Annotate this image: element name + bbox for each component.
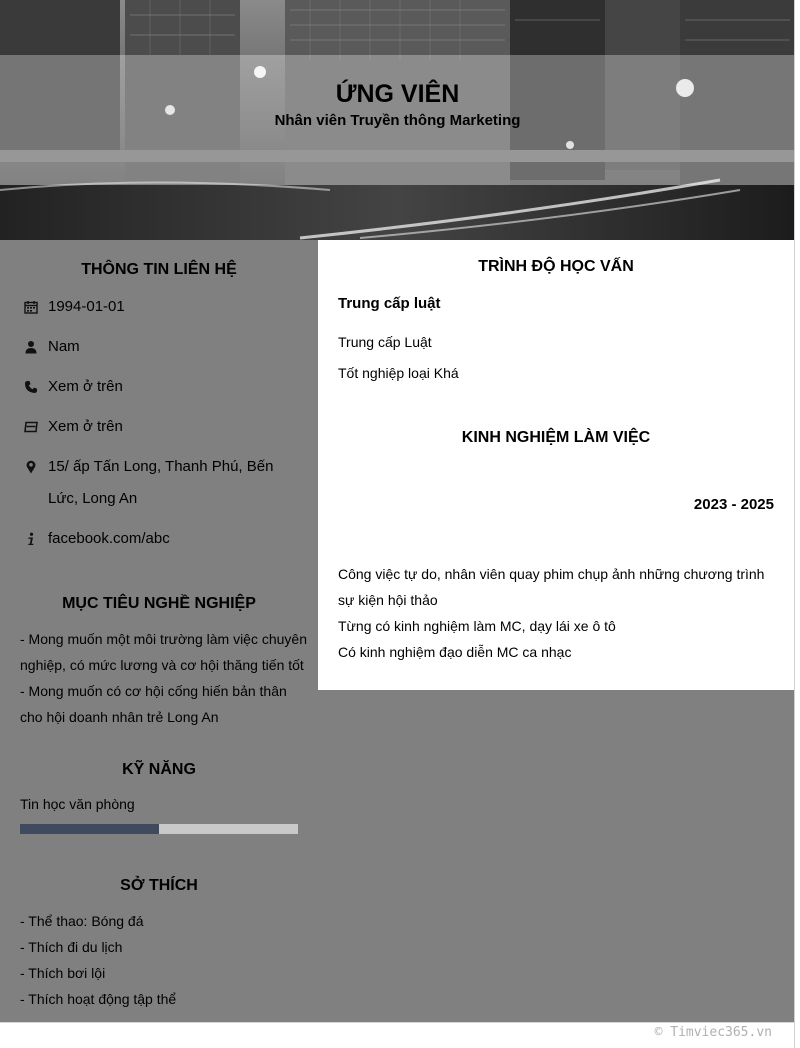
hobbies-list: [20, 908, 310, 1012]
skill-name: Tin học văn phòng: [20, 796, 135, 812]
contact-gender: [24, 331, 304, 363]
hobby-item: - Thích đi du lịch: [20, 939, 123, 955]
contact-email: [24, 411, 304, 443]
contact-birthdate-text: 1994-01-01: [48, 298, 125, 315]
experience-line: Công việc tự do, nhân viên quay phim chụp ảnh những chương trình sự kiện hội thảo: [338, 566, 765, 608]
skill-level-bar: [20, 824, 298, 834]
contact-facebook-text: facebook.com/abc: [48, 530, 170, 547]
experience-line: Có kinh nghiệm đạo diễn MC ca nhạc: [338, 644, 572, 660]
contact-facebook: [24, 523, 304, 555]
user-icon: [24, 331, 48, 363]
candidate-name: ỨNG VIÊN: [335, 80, 460, 108]
hobby-item: - Thích bơi lội: [20, 965, 106, 981]
phone-icon: [24, 371, 48, 403]
right-filler-area: [318, 690, 794, 1022]
education-major: Trung cấp Luật: [338, 334, 432, 350]
skills-title: KỸ NĂNG: [122, 761, 196, 778]
education-school: Trung cấp luật: [338, 295, 441, 312]
career-goal-text: [20, 626, 310, 730]
contact-address: [24, 451, 304, 515]
hobby-item: - Thể thao: Bóng đá: [20, 913, 144, 929]
watermark: © Timviec365.vn: [654, 1025, 772, 1040]
career-goal-title: MỤC TIÊU NGHỀ NGHIỆP: [62, 595, 256, 612]
left-sidebar: [0, 240, 318, 1022]
contact-address-text: 15/ ấp Tấn Long, Thanh Phú, Bến Lức, Long An: [48, 458, 274, 507]
contact-email-text: Xem ở trên: [48, 418, 123, 435]
info-icon: [24, 523, 48, 555]
calendar-icon: [24, 291, 48, 323]
contact-section-title: THÔNG TIN LIÊN HỆ: [81, 261, 237, 278]
envelope-icon: [24, 411, 48, 443]
experience-period: 2023 - 2025: [693, 496, 774, 513]
experience-description: [338, 561, 783, 665]
contact-phone-text: Xem ở trên: [48, 378, 123, 395]
education-result: Tốt nghiệp loại Khá: [338, 365, 459, 381]
contact-gender-text: Nam: [48, 338, 80, 355]
hobbies-title: SỞ THÍCH: [120, 877, 198, 894]
footer-divider: [0, 1022, 795, 1023]
experience-line: Từng có kinh nghiệm làm MC, dạy lái xe ô tô: [338, 618, 616, 634]
skill-level-fill: [20, 824, 159, 834]
education-title: TRÌNH ĐỘ HỌC VẤN: [478, 258, 634, 275]
candidate-position: Nhân viên Truyền thông Marketing: [274, 112, 521, 129]
career-goal-line: - Mong muốn có cơ hội cống hiến bản thân cho hội doanh nhân trẻ Long An: [20, 683, 287, 725]
contact-birthdate: [24, 291, 304, 323]
contact-phone: [24, 371, 304, 403]
career-goal-line: - Mong muốn một môi trường làm việc chuyên nghiệp, có mức lương và cơ hội thăng tiến tốt: [20, 631, 307, 673]
main-content: [318, 240, 794, 690]
page-edge: [794, 0, 795, 1048]
map-marker-icon: [24, 451, 48, 515]
experience-title: KINH NGHIỆM LÀM VIỆC: [461, 429, 651, 446]
hobby-item: - Thích hoạt động tập thể: [20, 991, 177, 1007]
header-banner: [0, 0, 795, 240]
